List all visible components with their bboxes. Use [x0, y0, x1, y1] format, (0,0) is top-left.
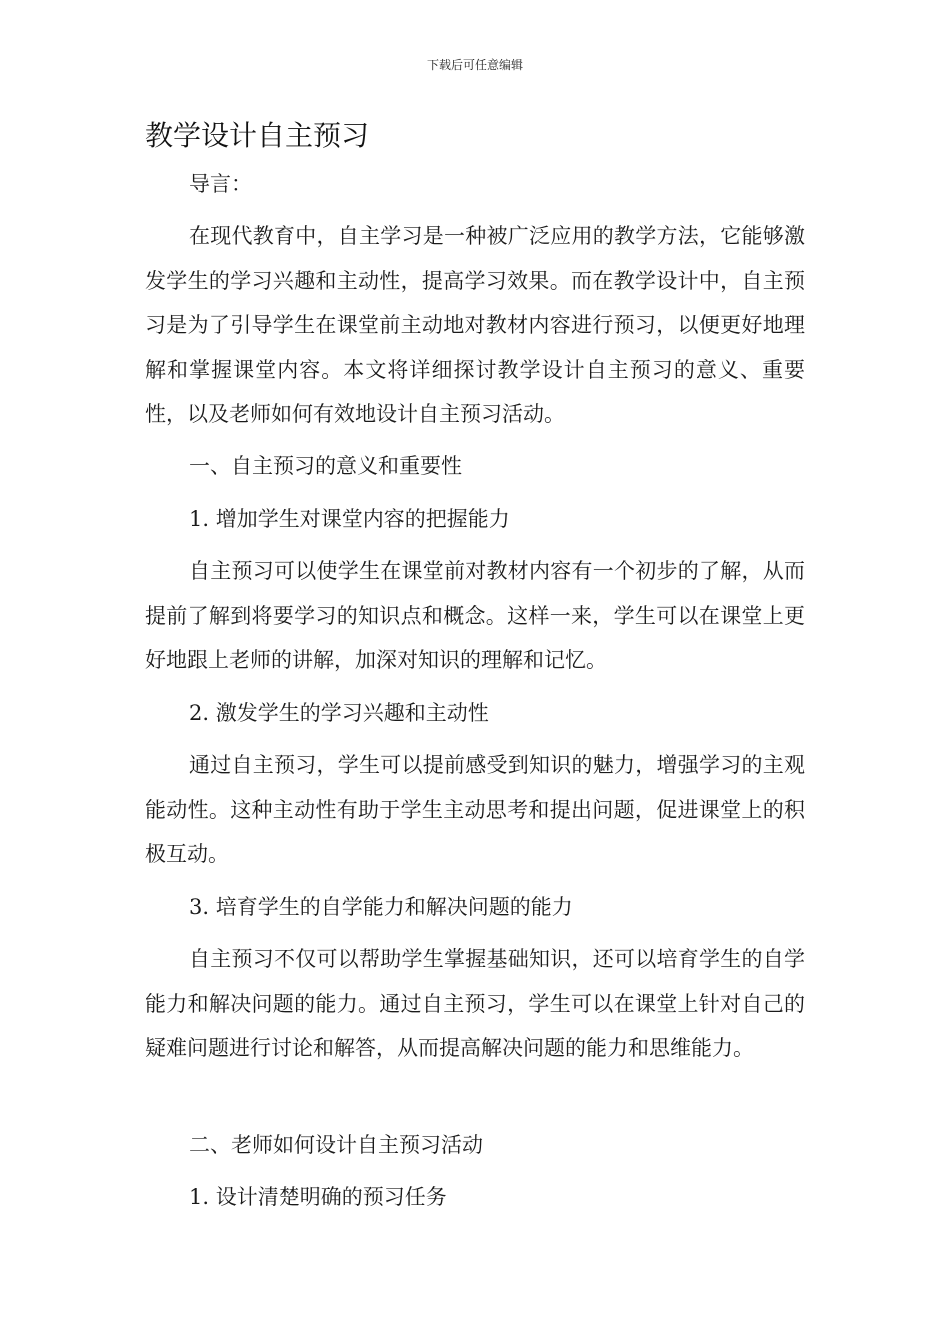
section1-item1-heading-block	[145, 497, 805, 542]
section2-heading: 二、老师如何设计自主预习活动	[189, 1133, 483, 1157]
section1-item2-paragraph: 通过自主预习，学生可以提前感受到知识的魅力，增强学习的主观能动性。这种主动性有助于学生主动思考和提出问题，促进课堂上的积极互动。	[145, 753, 805, 866]
section1-item1-paragraph: 自主预习可以使学生在课堂前对教材内容有一个初步的了解，从而提前了解到将要学习的知识点和概念。这样一来，学生可以在课堂上更好地跟上老师的讲解，加深对知识的理解和记忆。	[145, 559, 805, 672]
section1-item3-paragraph: 自主预习不仅可以帮助学生掌握基础知识，还可以培育学生的自学能力和解决问题的能力。通过自主预习，学生可以在课堂上针对自己的疑难问题进行讨论和解答，从而提高解决问题的能力和思维能力。	[145, 947, 805, 1060]
section1-heading: 一、自主预习的意义和重要性	[189, 454, 462, 478]
section1-item1-heading: 1. 增加学生对课堂内容的把握能力	[189, 507, 510, 531]
intro-paragraph-block	[145, 214, 805, 437]
section2-item1-heading: 1. 设计清楚明确的预习任务	[189, 1185, 447, 1209]
section2-heading-block	[145, 1123, 805, 1168]
section1-item2-heading: 2. 激发学生的学习兴趣和主动性	[189, 701, 489, 725]
section1-heading-block	[145, 444, 805, 489]
section1-item2-paragraph-block	[145, 743, 805, 877]
header-note: 下载后可任意编辑	[426, 58, 523, 72]
intro-label-text: 导言：	[189, 172, 252, 196]
document-title: 教学设计自主预习	[145, 119, 370, 152]
intro-label	[145, 162, 805, 207]
section1-item2-heading-block	[145, 691, 805, 736]
intro-paragraph: 在现代教育中，自主学习是一种被广泛应用的教学方法，它能够激发学生的学习兴趣和主动性，提高学习效果。而在教学设计中，自主预习是为了引导学生在课堂前主动地对教材内容进行预习，以便更好地理解和掌握课堂内容。本文将详细探讨教学设计自主预习的意义、重要性，以及老师如何有效地设计自主预习活动。	[145, 224, 805, 426]
section1-item3-heading-block	[145, 885, 805, 930]
section2-item1-heading-block	[145, 1175, 805, 1220]
section1-item1-paragraph-block	[145, 549, 805, 683]
section1-item3-heading: 3. 培育学生的自学能力和解决问题的能力	[189, 895, 573, 919]
section1-item3-paragraph-block	[145, 937, 805, 1071]
